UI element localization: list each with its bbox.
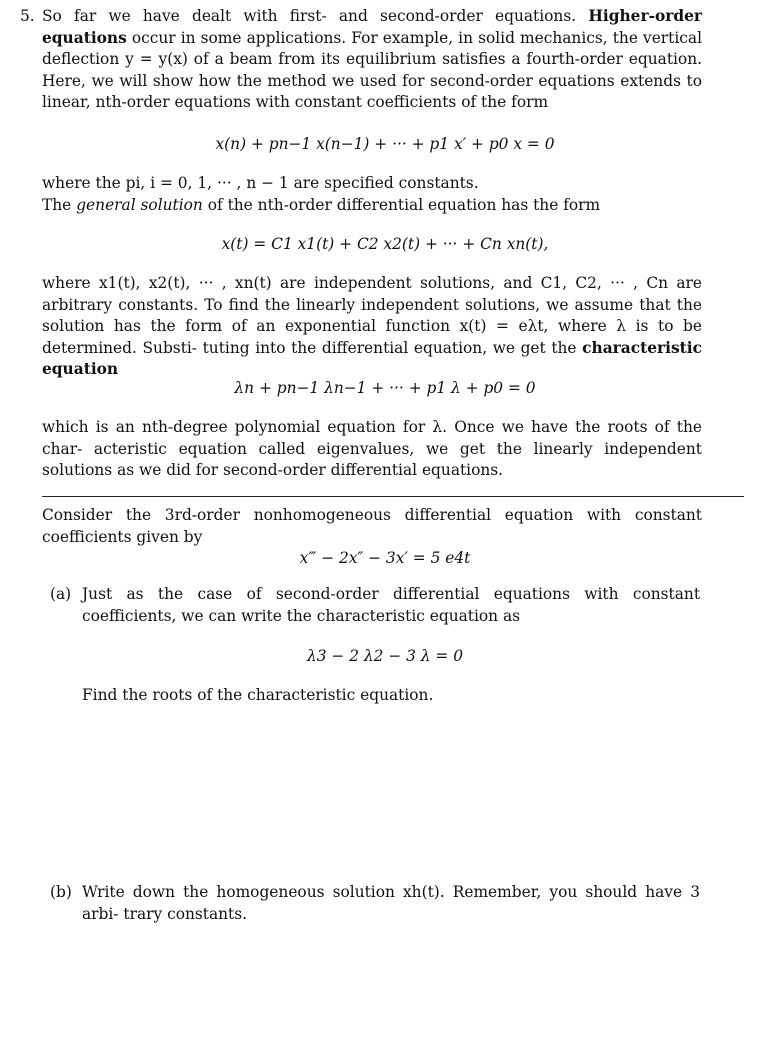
where-p-line: where the pi, i = 0, 1, ··· , n − 1 are specified constants. [42, 174, 479, 192]
poly-line-2: acteristic equation called eigenvalues, we get the linearly independent solutions as we [42, 439, 702, 480]
part-a-question-text: Find the roots of the characteristic equation. [82, 686, 434, 704]
part-a [50, 584, 700, 627]
cubic-characteristic-equation [0, 646, 770, 668]
problem-number: 5. [20, 7, 35, 25]
eq1-text: x(n) + pn−1 x(n−1) + ··· + p1 x′ + p0 x = 0 [215, 135, 555, 153]
intro-line-5: equations with constant coefficients of the form [174, 93, 549, 112]
task-line-2: given by [136, 527, 203, 546]
intro-line-2: occur in some applications. For example, in solid mechanics, the vertical deflection [42, 28, 702, 69]
indep-line-4: tuting into the differential equation, we get the [202, 338, 577, 357]
poly-line-1: which is an nth-degree polynomial equation for λ. Once we have the roots of the char- [42, 418, 702, 458]
general-solution-equation [0, 234, 770, 256]
nonhomogeneous-equation [0, 548, 770, 570]
part-a-text [82, 584, 700, 627]
general-pre: The [42, 195, 72, 214]
nth-order-equation [0, 134, 770, 156]
general-post: of the nth-order differential equation has the form [207, 195, 601, 214]
intro-line-4: show how the method we used for second-order equations extends to linear, nth-order [42, 71, 702, 112]
part-a-label: (a) [50, 585, 72, 603]
general-solution-emph: general solution [76, 195, 203, 214]
eq2-text: x(t) = C1 x1(t) + C2 x2(t) + ··· + Cn xn(t), [221, 235, 549, 253]
part-b-line-1: Write down the homogeneous solution xh(t). Remember, you should have 3 arbi- [82, 883, 700, 923]
part-b-line-2: trary constants. [123, 904, 248, 923]
intro-paragraph [42, 6, 702, 114]
section-divider [42, 496, 744, 497]
task-eq-text: x‴ − 2x″ − 3x′ = 5 e4t [299, 549, 471, 567]
characteristic-equation-term: characteristic equation [42, 338, 702, 379]
part-b-label: (b) [50, 883, 72, 901]
intro-line-3: y = y(x) of a beam from its equilibrium satisfies a fourth-order equation. Here, we will [42, 50, 702, 90]
task-paragraph [42, 505, 702, 548]
polynomial-paragraph [42, 417, 702, 482]
part-a-question [82, 685, 682, 707]
indep-line-1: where x1(t), x2(t), ··· , xn(t) are independent solutions, and C1, C2, ··· , Cn are arbitrary [42, 274, 702, 314]
part-a-line-1: Just as the case of second-order differential equations with constant coefficients, [82, 585, 700, 625]
eq3-text: λn + pn−1 λn−1 + ··· + p1 λ + p0 = 0 [234, 379, 536, 397]
characteristic-polynomial-equation [0, 378, 770, 400]
part-a-line-2: we can write the characteristic equation as [181, 606, 521, 625]
part-b [50, 882, 700, 925]
intro-line-1: So far we have dealt with first- and second-order equations. [42, 7, 577, 25]
task-line-1: Consider the 3rd-order nonhomogeneous differential equation with constant coefficients [42, 506, 702, 546]
poly-line-3: did for second-order differential equations. [166, 461, 504, 480]
part-b-text [82, 882, 700, 925]
part-a-eq-text: λ3 − 2 λ2 − 3 λ = 0 [306, 647, 464, 665]
indep-line-3: the form of an exponential function x(t) = eλt, where λ is to be determined. Substi- [42, 317, 702, 357]
indep-line-2: constants. To find the linearly independent solutions, we assume that the solution has [42, 295, 702, 336]
independent-solutions-paragraph [42, 273, 702, 381]
coefficients-paragraph [42, 173, 702, 216]
intro-bold-term: Higher-order equations [42, 7, 702, 47]
